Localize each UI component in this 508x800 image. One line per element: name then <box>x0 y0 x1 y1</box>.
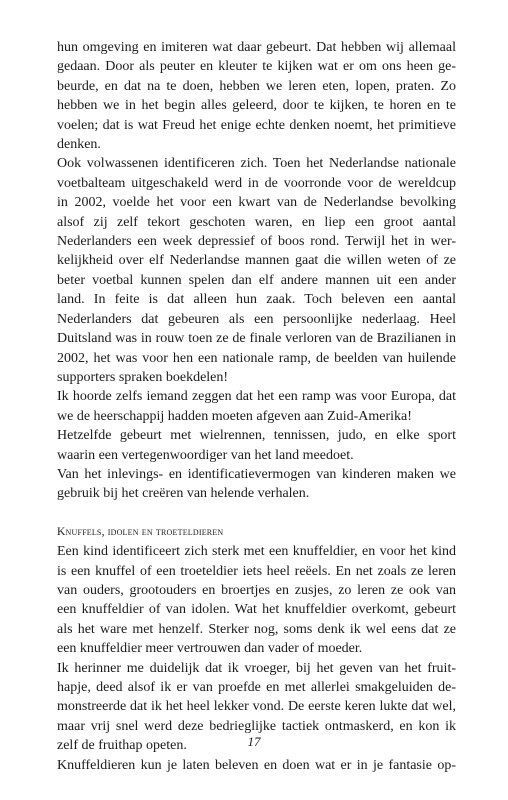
text-line: Ik hoorde zelfs iemand zeggen dat het een ramp was voor Europa, dat <box>57 389 456 405</box>
text-line: als het ware met henzelf. Sterker nog, soms denk ik wel eens dat ze <box>57 621 456 637</box>
text-line: Nederlanders een week depressief of boos rond. Terwijl het in wer- <box>57 234 456 250</box>
intro-paragraphs <box>57 38 456 504</box>
text-line: is een knuffel of een troeteldier iets heel reëels. En net zoals ze leren <box>57 563 456 579</box>
text-line: gebruik bij het creëren van helende verhalen. <box>57 486 310 502</box>
text-line: monstreerde dat ik het heel lekker vond. De eerste keren lukte dat wel, <box>57 699 456 715</box>
text-line: gedaan. Door als peuter en kleuter te kijken wat er om ons heen ge- <box>57 59 456 75</box>
page-number: 17 <box>247 734 261 749</box>
text-line: Nederlanders dat gebeuren als een persoonlijke nederlaag. Heel <box>57 311 456 327</box>
text-line: 2002, het was voor hen een nationale ramp, de beelden van huilende <box>57 350 456 366</box>
text-line: voelen; dat is wat Freud het enige echte denken noemt, het primitieve <box>57 117 456 133</box>
text-line: hun omgeving en imiteren wat daar gebeurt. Dat hebben wij allemaal <box>57 40 456 55</box>
section-spacer <box>57 504 456 523</box>
text-line: voetbalteam uitgeschakeld werd in de voorronde voor de wereldcup <box>57 175 456 191</box>
text-line: maar vrij snel werd deze bedrieglijke tactiek ontmaskerd, en kon ik <box>57 718 456 734</box>
text-line: Ook volwassenen identificeren zich. Toen het Nederlandse nationale <box>57 156 456 172</box>
text-line: Van het inlevings- en identificatievermogen van kinderen maken we <box>57 466 456 482</box>
text-line: Een kind identificeert zich sterk met een knuffeldier, en voor het kind <box>57 544 456 560</box>
text-line: een knuffeldier meer vertrouwen dan vader of moeder. <box>57 641 363 657</box>
section-heading: Knuffels, idolen en troeteldieren <box>57 525 224 538</box>
paragraph <box>57 426 456 465</box>
text-line: denken. <box>57 137 101 153</box>
text-line: hapje, deed alsof ik er van proefde en met allerlei smakgeluiden de- <box>57 680 456 695</box>
paragraph <box>57 542 456 658</box>
text-line: een knuffeldier of van idolen. Wat het knuffeldier overkomt, gebeurt <box>57 602 456 618</box>
body-text <box>57 38 456 775</box>
paragraph <box>57 756 456 775</box>
text-line: zelf de fruithap opeten. <box>57 738 187 754</box>
text-line: Hetzelfde gebeurt met wielrennen, tennissen, judo, en elke sport <box>57 428 456 444</box>
text-line: beurde, en dat na te doen, hebben we leren eten, lopen, praten. Zo <box>57 78 456 94</box>
text-line: beter voetbal kunnen spelen dan elf andere mannen uit een ander <box>57 272 456 288</box>
text-line: Duitsland was in rouw toen ze de finale verloren van de Brazilianen in <box>57 331 456 347</box>
text-line: supporters spraken boekdelen! <box>57 369 229 385</box>
text-line: kelijkheid over elf Nederlandse mannen gaat die willen weten of ze <box>57 253 456 269</box>
text-line: we de heerschappij hadden moeten afgeven aan Zuid-Amerika! <box>57 408 412 424</box>
text-line: alsof zij zelf tekort geschoten waren, en liep een groot aantal <box>57 214 456 230</box>
text-line: hebben we in het begin alles geleerd, door te kijken, te horen en te <box>57 98 456 114</box>
paragraph <box>57 154 456 387</box>
paragraph <box>57 387 456 426</box>
text-line: Ik herinner me duidelijk dat ik vroeger, bij het geven van het fruit- <box>57 660 456 676</box>
paragraph <box>57 38 456 154</box>
text-line: Knuffeldieren kun je laten beleven en doen wat er in je fantasie op- <box>57 757 456 773</box>
text-line: in 2002, voelde het voor een kwart van de Nederlandse bevolking <box>57 195 456 211</box>
text-line: van ouders, grootouders en broertjes en zusjes, zo leren ze ook van <box>57 582 456 598</box>
text-line: waarin een vertegenwoordiger van het land meedoet. <box>57 447 354 463</box>
paragraph <box>57 465 456 504</box>
text-line: land. In feite is dat alleen hun zaak. Toch beleven een aantal <box>57 292 456 308</box>
